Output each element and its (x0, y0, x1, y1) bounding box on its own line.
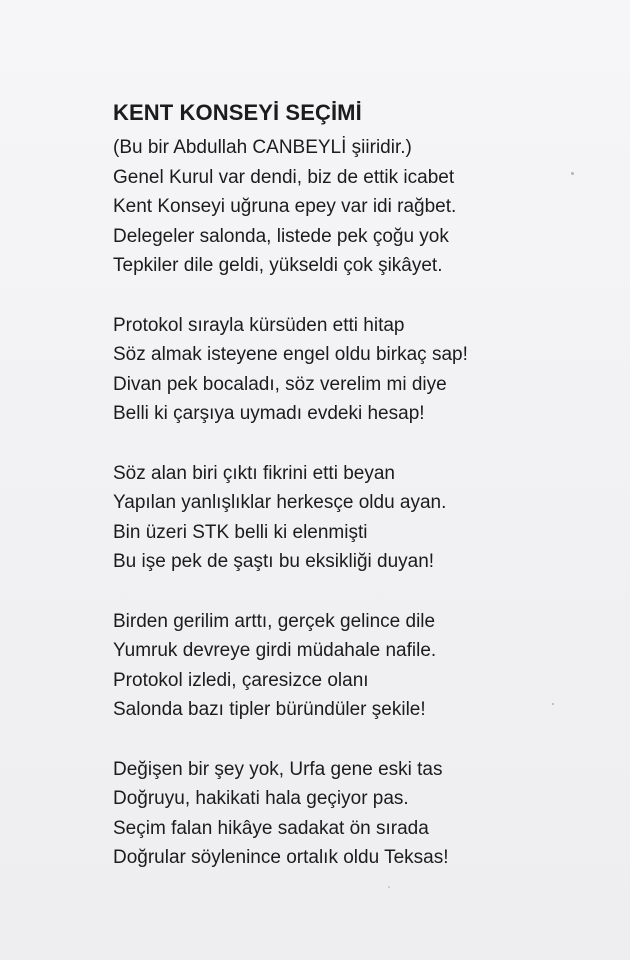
verse-line: Protokol izledi, çaresizce olanı (113, 669, 369, 691)
verse-line: Protokol sırayla kürsüden etti hitap (113, 314, 405, 336)
verse-line: Yapılan yanlışlıklar herkesçe oldu ayan. (113, 492, 447, 513)
verse-line: Söz alan biri çıktı fikrini etti beyan (113, 462, 395, 484)
poem (113, 98, 613, 873)
verse-line: Bin üzeri STK belli ki elenmişti (113, 521, 368, 543)
verse-line: Doğrular söylenince ortalık oldu Teksas! (113, 847, 449, 868)
verse-line: Tepkiler dile geldi, yükseldi çok şikâyet. (113, 255, 443, 276)
verse-line: Genel Kurul var dendi, biz de ettik icabet (113, 166, 455, 188)
verse-line: Kent Konseyi uğruna epey var idi rağbet. (113, 196, 457, 217)
verse-line: Doğruyu, hakikati hala geçiyor pas. (113, 788, 409, 809)
verse-line: Değişen bir şey yok, Urfa gene eski tas (113, 758, 443, 780)
stanza-4 (113, 607, 613, 725)
verse-line: Divan pek bocaladı, söz verelim mi diye (113, 373, 447, 395)
verse-line: Seçim falan hikâye sadakat ön sırada (113, 817, 429, 839)
verse-line: Yumruk devreye girdi müdahale nafile. (113, 640, 437, 661)
verse-line: Bu işe pek de şaştı bu eksikliği duyan! (113, 551, 435, 572)
verse-line: Birden gerilim arttı, gerçek gelince dile (113, 610, 436, 632)
poem-title: KENT KONSEYİ SEÇİMİ (113, 100, 362, 125)
stanza-5 (113, 755, 613, 873)
verse-line: Delegeler salonda, listede pek çoğu yok (113, 225, 449, 247)
stanza-1 (113, 163, 613, 281)
verse-line: Söz almak isteyene engel oldu birkaç sap! (113, 344, 468, 365)
poem-subtitle: (Bu bir Abdullah CANBEYLİ şiiridir.) (113, 137, 412, 158)
verse-line: Belli ki çarşıya uymadı evdeki hesap! (113, 403, 425, 424)
paper-speck (388, 886, 390, 888)
stanza-3 (113, 459, 613, 577)
stanza-2 (113, 311, 613, 429)
verse-line: Salonda bazı tipler büründüler şekile! (113, 699, 426, 720)
